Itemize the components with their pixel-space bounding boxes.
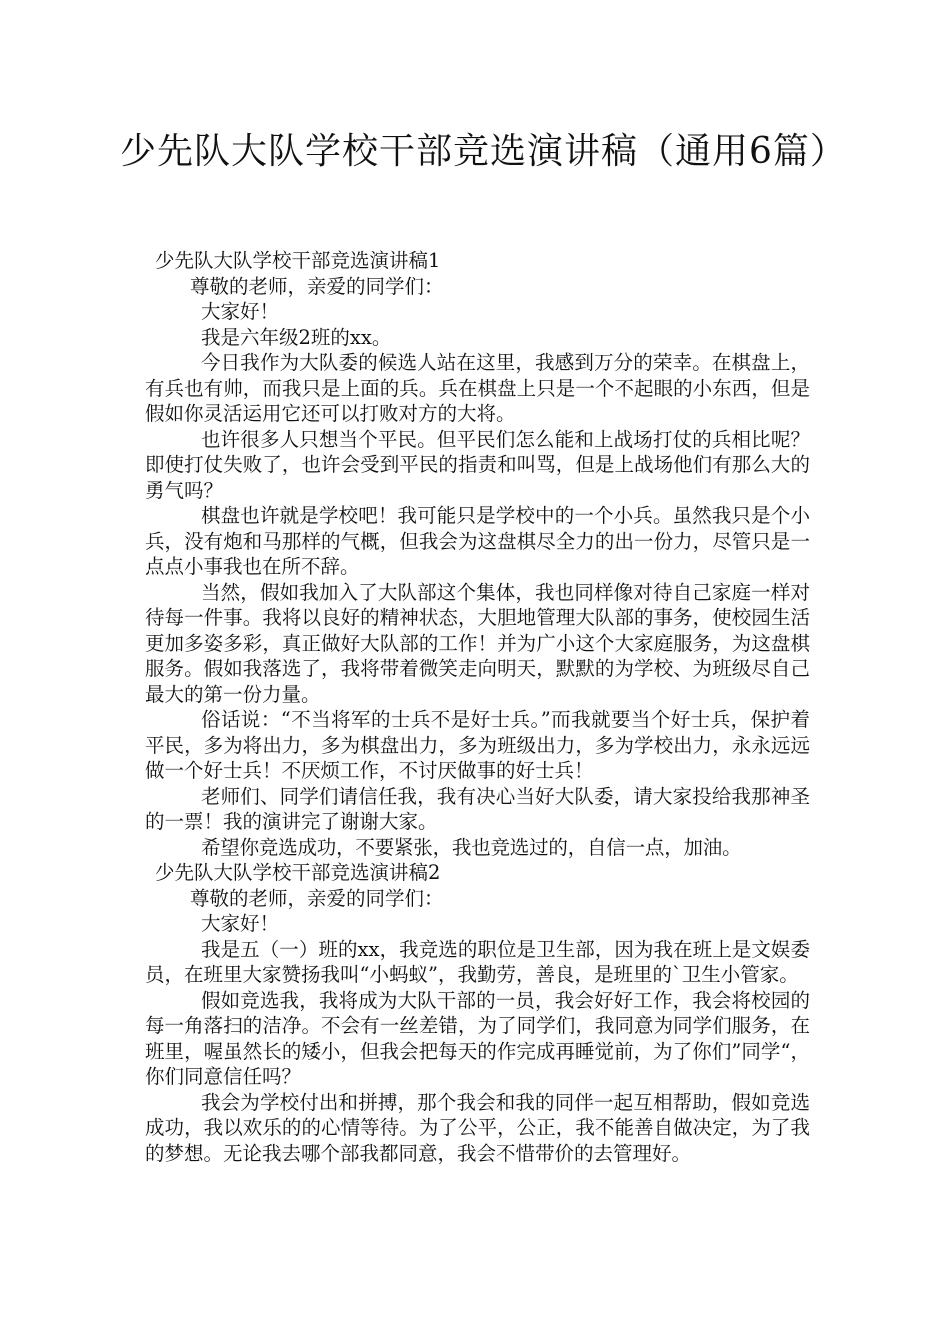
paragraph: 我是六年级2班的xx。 (201, 325, 392, 349)
paragraph: 希望你竞选成功，不要紧张，我也竞选过的，自信一点，加油。 (201, 835, 742, 859)
salutation: 尊敬的老师，亲爱的同学们： (190, 886, 444, 910)
greeting: 大家好！ (201, 300, 280, 323)
document-body (145, 248, 810, 1166)
paragraph: 老师们、同学们请信任我，我有决心当好大队委，请大家投给我那神圣的一票！我的演讲完了谢谢大家。 (145, 784, 810, 833)
paragraph: 今日我作为大队委的候选人站在这里，我感到万分的荣幸。在棋盘上，有兵也有帅，而我只是上面的兵。兵在棋盘上只是一个不起眼的小东西，但是假如你灵活运用它还可以打败对方的大将。 (145, 351, 810, 425)
paragraph: 棋盘也许就是学校吧！我可能只是学校中的一个小兵。虽然我只是个小兵，没有炮和马那样的气概，但我会为这盘棋尽全力的出一份力，尽管只是一点点小事我也在所不辞。 (145, 504, 810, 578)
document-title: 少先队大队学校干部竞选演讲稿（通用6篇） (120, 131, 847, 172)
paragraph: 我会为学校付出和拼搏，那个我会和我的同伴一起互相帮助，假如竞选成功，我以欢乐的的心情等待。为了公平，公正，我不能善自做决定，为了我的梦想。无论我去哪个部我都同意，我会不惜带价的去管理好。 (145, 1090, 810, 1165)
paragraph: 假如竞选我，我将成为大队干部的一员，我会好好工作，我会将校园的每一角落扫的洁净。不会有一丝差错，为了同学们，我同意为同学们服务，在班里，喔虽然长的矮小，但我会把每天的作完成再睡觉前，为了你们”同学“，你们同意信任吗？ (145, 988, 810, 1088)
paragraph: 也许很多人只想当个平民。但平民们怎么能和上战场打仗的兵相比呢？即使打仗失败了，也许会受到平民的指责和叫骂，但是上战场他们有那么大的勇气吗？ (145, 427, 810, 502)
salutation: 尊敬的老师，亲爱的同学们： (190, 274, 444, 298)
section-heading: 少先队大队学校干部竞选演讲稿2 (155, 861, 441, 884)
greeting: 大家好！ (201, 912, 280, 935)
section-heading: 少先队大队学校干部竞选演讲稿1 (155, 249, 441, 272)
paragraph: 我是五（一）班的xx，我竞选的职位是卫生部，因为我在班上是文娱委员，在班里大家赞扬我叫“小蚂蚁”，我勤劳，善良，是班里的`卫生小管家。 (145, 937, 810, 986)
paragraph: 当然，假如我加入了大队部这个集体，我也同样像对待自己家庭一样对待每一件事。我将以良好的精神状态，大胆地管理大队部的事务，使校园生活更加多姿多彩，真正做好大队部的工作！并为广小这个大家庭服务，为这盘棋服务。假如我落选了，我将带着微笑走向明天，默默的为学校、为班级尽自己最大的第一份力量。 (145, 580, 810, 706)
paragraph: 俗话说：“不当将军的士兵不是好士兵。”而我就要当个好士兵，保护着平民，多为将出力，多为棋盘出力，多为班级出力，多为学校出力，永永远远做一个好士兵！不厌烦工作，不讨厌做事的好士兵！ (145, 708, 810, 782)
